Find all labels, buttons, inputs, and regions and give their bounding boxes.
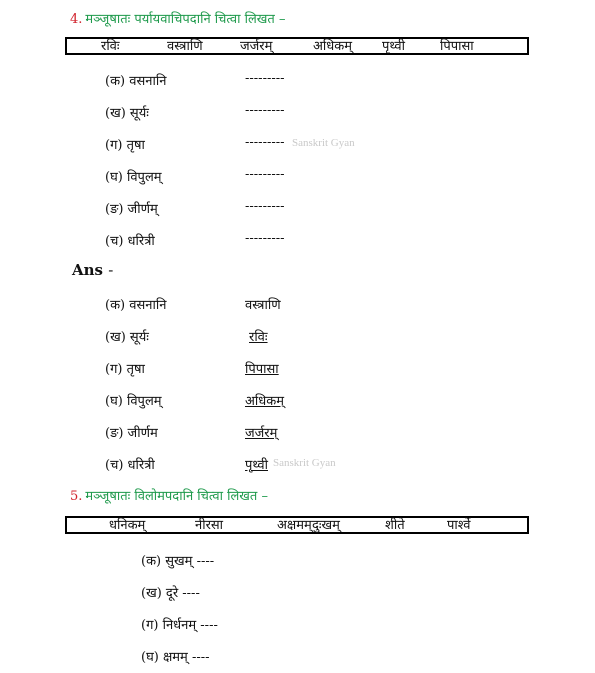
q4-word: पृथ्वी xyxy=(382,39,405,54)
answer-label: (क) वसनानि xyxy=(105,298,167,313)
q4-item-label: (ङ) जीर्णम् xyxy=(105,202,158,217)
answer-value: पिपासा xyxy=(245,362,279,377)
q5-word: नीरसा xyxy=(195,518,224,533)
q4-word: रविः xyxy=(101,39,120,54)
q4-word-box xyxy=(65,37,529,55)
answer-label: (ख) सूर्यः xyxy=(105,330,149,345)
q4-word: जर्जरम् xyxy=(240,39,273,54)
q5-word-box xyxy=(65,516,529,534)
answer-value: अधिकम् xyxy=(245,394,285,409)
q5-word: अक्षमम् xyxy=(277,518,312,533)
q4-item-label: (घ) विपुलम् xyxy=(105,170,162,185)
q4-item-label: (ग) तृषा xyxy=(105,138,145,153)
q4-item-label: (च) धरित्री xyxy=(105,234,155,249)
q4-item-blank: --------- xyxy=(245,103,285,118)
answer-label: (घ) विपुलम् xyxy=(105,394,162,409)
q4-item-blank: --------- xyxy=(245,231,285,246)
q4-heading xyxy=(70,9,285,27)
answer-value: पृथ्वी xyxy=(245,458,268,473)
answers-heading xyxy=(72,261,113,279)
q5-item: (ग) निर्धनम् ---- xyxy=(141,618,218,633)
q4-item-blank: --------- xyxy=(245,71,285,86)
answer-value: जर्जरम् xyxy=(245,426,278,441)
q4-word: अधिकम् xyxy=(313,39,353,54)
q5-word: धनिकम् xyxy=(109,518,146,533)
q5-word: शीते xyxy=(385,518,405,533)
q5-item: (ख) दूरे ---- xyxy=(141,586,200,601)
watermark: Sanskrit Gyan xyxy=(292,137,355,149)
answer-label: (ङ) जीर्णम xyxy=(105,426,158,441)
q4-item-label: (ख) सूर्यः xyxy=(105,106,149,121)
q5-title: मञ्जूषातः विलोमपदानि चित्वा लिखत – xyxy=(85,489,268,504)
q4-word: पिपासा xyxy=(440,39,474,54)
q4-word: वस्त्राणि xyxy=(167,39,203,54)
q4-item-blank: --------- xyxy=(245,167,285,182)
answer-label: (ग) तृषा xyxy=(105,362,145,377)
q4-item-label: (क) वसनानि xyxy=(105,74,167,89)
answers-label: Ans xyxy=(72,261,103,279)
q4-item-blank: --------- xyxy=(245,135,285,150)
watermark: Sanskrit Gyan xyxy=(273,457,336,469)
q5-item: (क) सुखम् ---- xyxy=(141,554,215,569)
q5-number: 5. xyxy=(70,489,83,504)
q5-heading xyxy=(70,486,268,504)
q4-item-blank: --------- xyxy=(245,199,285,214)
answer-value: वस्त्राणि xyxy=(245,298,281,313)
answers-dash: - xyxy=(108,261,114,279)
answer-value: रविः xyxy=(249,330,268,345)
q5-word: दुःखम् xyxy=(312,518,340,533)
answer-label: (च) धरित्री xyxy=(105,458,155,473)
q4-title: मञ्जूषातः पर्यायवाचिपदानि चित्वा लिखत – xyxy=(85,12,286,27)
q4-number: 4. xyxy=(70,12,83,27)
q5-item: (घ) क्षमम् ---- xyxy=(141,650,210,665)
q5-word: पार्श्वे xyxy=(447,518,471,533)
